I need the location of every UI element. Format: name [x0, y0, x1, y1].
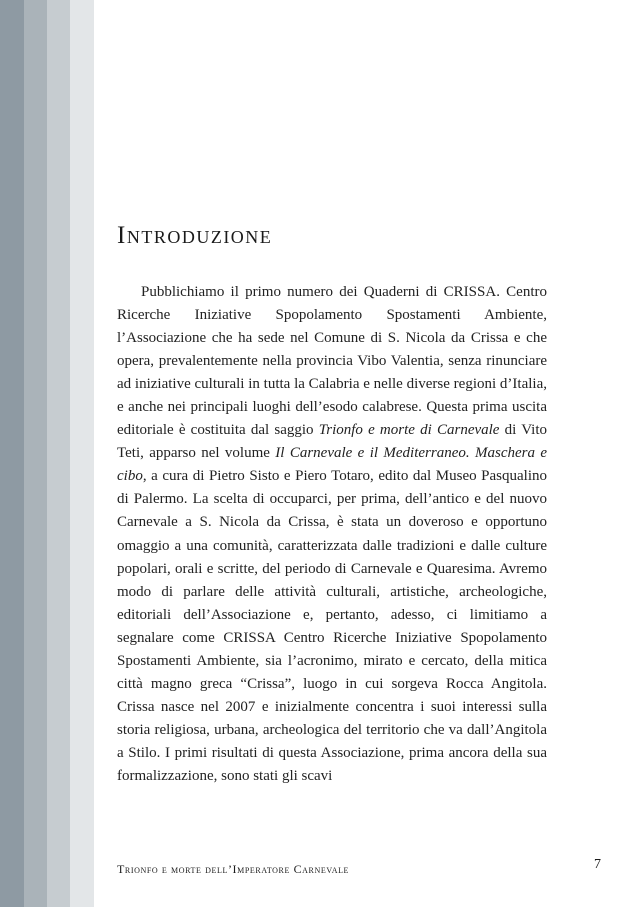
- stripe-medium: [24, 0, 47, 907]
- page-number: 7: [594, 857, 601, 872]
- decorative-side-stripes: [0, 0, 94, 907]
- italic-title-2: Il Carnevale e il Mediterraneo. Maschera e cibo: [117, 445, 547, 485]
- paragraph-text-3: , a cura di Pietro Sisto e Piero Totaro, edito dal Museo Pasqualino di Palermo. La scelta di occuparci, per prima, dell’antico e del nuovo Carnevale a S. Nicola da Crissa, è stata un doveroso e opportuno omaggio a una comunità, caratterizzata dalle tradizioni e dalle culture popolari, orali e scritte, del periodo di Carnevale e Quaresima. Avremo modo di parlare delle attività culturali, artistiche, archeologiche, editoriali dell’Associazione e, pertanto, adesso, ci limitiamo a segnalare come CRISSA Centro Ricerche Iniziative Spopolamento Spostamenti Ambiente, sia l’acronimo, mirato e cercato, della mitica città magno greca “Crissa”, luogo in cui sorgeva Rocca Angitola. Crissa nasce nel 2007 e inizialmente concentra i suoi interessi sulla storia religiosa, urbana, archeologica del territorio che va dall’Angitola a Stilo. I primi risultati di questa Associazione, prima ancora della sua formalizzazione, sono stati gli scavi: [117, 468, 547, 784]
- stripe-light: [47, 0, 70, 907]
- stripe-lightest: [70, 0, 94, 907]
- italic-title-1: Trionfo e morte di Carnevale: [318, 422, 500, 439]
- stripe-dark: [0, 0, 24, 907]
- paragraph-text-1: Pubblichiamo il primo numero dei Quaderni di CRISSA. Centro Ricerche Iniziative Spopolamento Spostamenti Ambiente, l’Associazione che ha sede nel Comune di S. Nicola da Crissa e che opera, prevalentemente nella provincia Vibo Valentia, senza rinunciare ad iniziative culturali in tutta la Calabria e nelle diverse regioni d’Italia, e anche nei principali luoghi dell’esodo calabrese. Questa prima uscita editoriale è costituita dal saggio: [117, 284, 547, 439]
- body-paragraph: [117, 281, 547, 788]
- paragraph-text-2: di Vito Teti, apparso nel volume: [117, 422, 548, 462]
- chapter-heading: Introduzione: [117, 222, 273, 249]
- running-footer-title: Trionfo e morte dell’Imperatore Carnevale: [117, 862, 350, 876]
